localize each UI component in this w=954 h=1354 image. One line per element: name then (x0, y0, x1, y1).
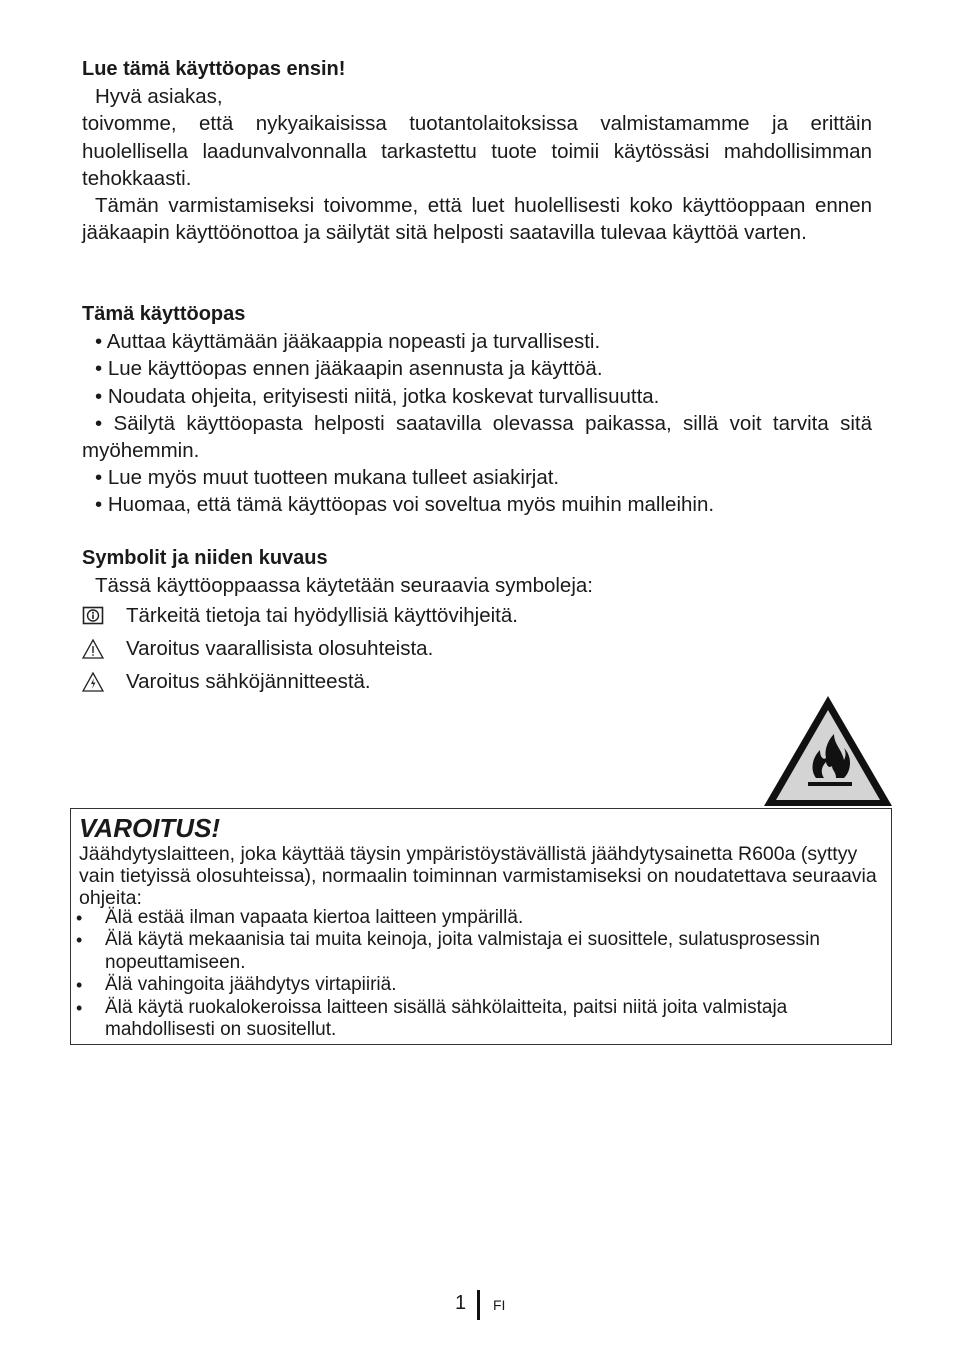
warning-item: • Älä estää ilman vapaata kiertoa laitteen ympärillä. (71, 907, 881, 929)
symbol-text-info: Tärkeitä tietoja tai hyödyllisiä käyttövihjeitä. (126, 603, 518, 627)
symbol-text-electric: Varoitus sähköjännitteestä. (126, 669, 371, 693)
symbols-intro: Tässä käyttöoppaassa käytetään seuraavia symboleja: (95, 574, 593, 598)
intro-paragraph-2: Tämän varmistamiseksi toivomme, että luet huolellisesti koko käyttöoppaan ennen jääkaapin käyttöönottoa ja säilytät sitä helposti saatavilla tulevaa käyttöä varten. (82, 194, 872, 245)
greeting: Hyvä asiakas, (95, 85, 223, 109)
manual-list (82, 328, 872, 518)
intro-section (82, 56, 872, 246)
symbol-text-warning: Varoitus vaarallisista olosuhteista. (126, 636, 434, 660)
symbol-row-electric (71, 665, 872, 698)
warning-intro: Jäähdytyslaitteen, joka käyttää täysin ympäristöystävällistä jäähdytysainetta R600a (syttyy vain tietyissä olosuhteissa), normaalin toiminnan varmistamiseksi on noudatettava seuraavia ohjeita: (79, 843, 877, 910)
symbols-section (82, 545, 872, 698)
info-icon (82, 605, 104, 627)
warning-list (71, 907, 881, 1041)
page-footer (0, 1288, 954, 1322)
symbols-heading: Symbolit ja niiden kuvaus (82, 547, 328, 569)
symbol-row-info (71, 599, 872, 632)
manual-heading: Tämä käyttöopas (82, 303, 246, 325)
warning-title: VAROITUS! (79, 813, 221, 843)
symbol-row-warning (71, 632, 872, 665)
page-number: 1 (455, 1292, 467, 1314)
warning-item: • Älä käytä mekaanisia tai muita keinoja, joita valmistaja ei suosittele, sulatusprosessin nopeuttamiseen. (71, 929, 881, 974)
intro-heading: Lue tämä käyttöopas ensin! (82, 58, 346, 80)
list-item: • Auttaa käyttämään jääkaappia nopeasti ja turvallisesti. (95, 330, 601, 354)
electric-warning-icon (82, 671, 104, 693)
flammable-warning-icon (762, 694, 894, 808)
list-item: • Noudata ohjeita, erityisesti niitä, jotka koskevat turvallisuutta. (95, 384, 660, 408)
intro-paragraph-1: toivomme, että nykyaikaisissa tuotantolaitoksissa valmistamamme ja erittäin huolellisella laadunvalvonnalla tarkastettu tuote toimii käytössäsi mahdollisimman tehokkaasti. (82, 112, 872, 190)
list-item: • Lue käyttöopas ennen jääkaapin asennusta ja käyttöä. (95, 357, 603, 381)
list-item: • Lue myös muut tuotteen mukana tulleet asiakirjat. (95, 466, 560, 490)
list-item: • Säilytä käyttöopasta helposti saatavilla olevassa paikassa, sillä voit tarvita sitä myöhemmin. (82, 411, 872, 463)
warning-triangle-icon (82, 638, 104, 660)
warning-item: • Älä käytä ruokalokeroissa laitteen sisällä sähkölaitteita, paitsi niitä joita valmistaja mahdollisesti on suositellut. (71, 997, 881, 1042)
warning-item: • Älä vahingoita jäähdytys virtapiiriä. (71, 974, 881, 996)
manual-section (82, 301, 872, 519)
footer-divider (477, 1290, 480, 1320)
warning-box (70, 808, 892, 1045)
list-item: • Huomaa, että tämä käyttöopas voi soveltua myös muihin malleihin. (95, 493, 715, 517)
language-code: FI (493, 1297, 506, 1313)
